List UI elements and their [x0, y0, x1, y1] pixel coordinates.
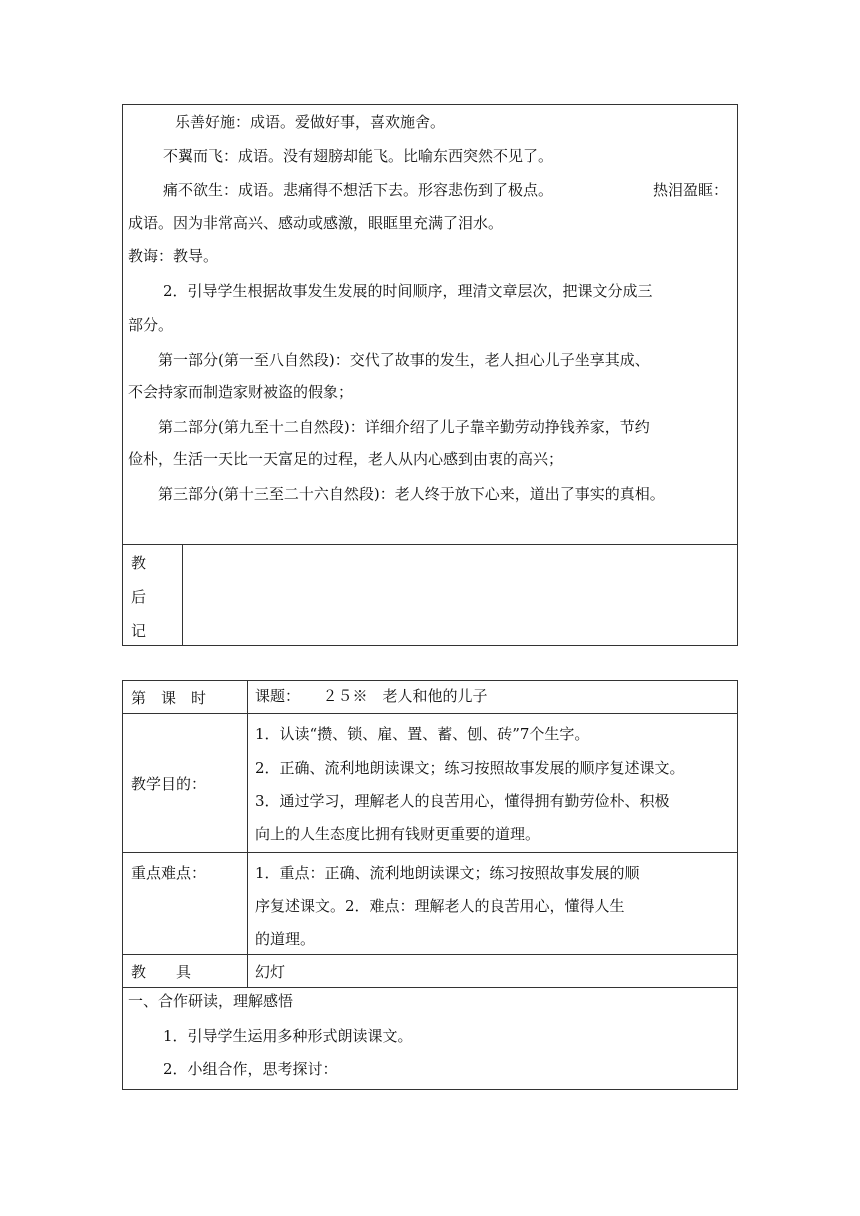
key-point-line: 序复述课文。2．难点：理解老人的良苦用心，懂得人生 — [255, 897, 625, 915]
table-2-row-divider — [122, 954, 738, 955]
goal-line: 3．通过学习，理解老人的良苦用心，懂得拥有勤劳俭朴、积极 — [255, 792, 670, 810]
part-line: 第一部分(第一至八自然段)：交代了故事的发生，老人担心儿子坐享其成、 — [158, 351, 650, 369]
tools-value: 幻灯 — [255, 963, 286, 981]
table-1-reflection-divider — [182, 544, 183, 646]
reflection-label: 记 — [131, 622, 147, 640]
period-label: 第 课 时 — [131, 689, 207, 707]
vocab-line: 热泪盈眶： — [653, 181, 729, 199]
vocab-line: 教诲：教导。 — [128, 247, 219, 265]
part-line: 俭朴，生活一天比一天富足的过程，老人从内心感到由衷的高兴； — [128, 450, 564, 468]
key-points-label: 重点难点： — [131, 864, 207, 882]
key-point-line: 1．重点：正确、流利地朗读课文；练习按照故事发展的顺 — [255, 864, 640, 882]
part-line: 第二部分(第九至十二自然段)：详细介绍了儿子靠辛勤劳动挣钱养家，节约 — [158, 418, 650, 436]
reflection-content — [190, 553, 730, 633]
vocab-line: 痛不欲生：成语。悲痛得不想活下去。形容悲伤到了极点。 — [163, 181, 554, 199]
part-line: 第三部分(第十三至二十六自然段)：老人终于放下心来，道出了事实的真相。 — [158, 485, 665, 503]
goal-line: 2．正确、流利地朗读课文；练习按照故事发展的顺序复述课文。 — [255, 759, 685, 777]
reflection-label: 教 — [131, 554, 147, 572]
process-line: 1．引导学生运用多种形式朗读课文。 — [163, 1027, 413, 1045]
goal-line: 向上的人生态度比拥有钱财更重要的道理。 — [255, 825, 541, 843]
table-1-divider — [122, 544, 738, 545]
goals-label: 教学目的： — [131, 775, 207, 793]
vocab-line: 不翼而飞：成语。没有翅膀却能飞。比喻东西突然不见了。 — [163, 147, 554, 165]
tools-label: 教 具 — [131, 963, 192, 981]
process-line: 2．小组合作，思考探讨： — [163, 1060, 338, 1078]
vocab-line: 乐善好施：成语。爱做好事，喜欢施舍。 — [175, 113, 446, 131]
reflection-label: 后 — [131, 588, 147, 606]
key-point-line: 的道理。 — [255, 930, 316, 948]
table-2-row-divider — [122, 987, 738, 988]
goal-line: 1．认读“攒、锁、雇、置、蓄、刨、砖”7个生字。 — [255, 725, 590, 743]
table-2-row-divider — [122, 852, 738, 853]
lesson-topic: 课题： ２５※ 老人和他的儿子 — [255, 687, 488, 705]
vocab-line: 成语。因为非常高兴、感动或感激，眼眶里充满了泪水。 — [128, 214, 504, 232]
process-heading: 一、合作研读，理解感悟 — [128, 992, 294, 1010]
table-2-col-divider — [247, 680, 248, 987]
instruction-line: 部分。 — [128, 316, 174, 334]
table-2-row-divider — [122, 713, 738, 714]
part-line: 不会持家而制造家财被盗的假象； — [128, 383, 354, 401]
instruction-line: 2．引导学生根据故事发生发展的时间顺序，理清文章层次，把课文分成三 — [163, 282, 653, 300]
